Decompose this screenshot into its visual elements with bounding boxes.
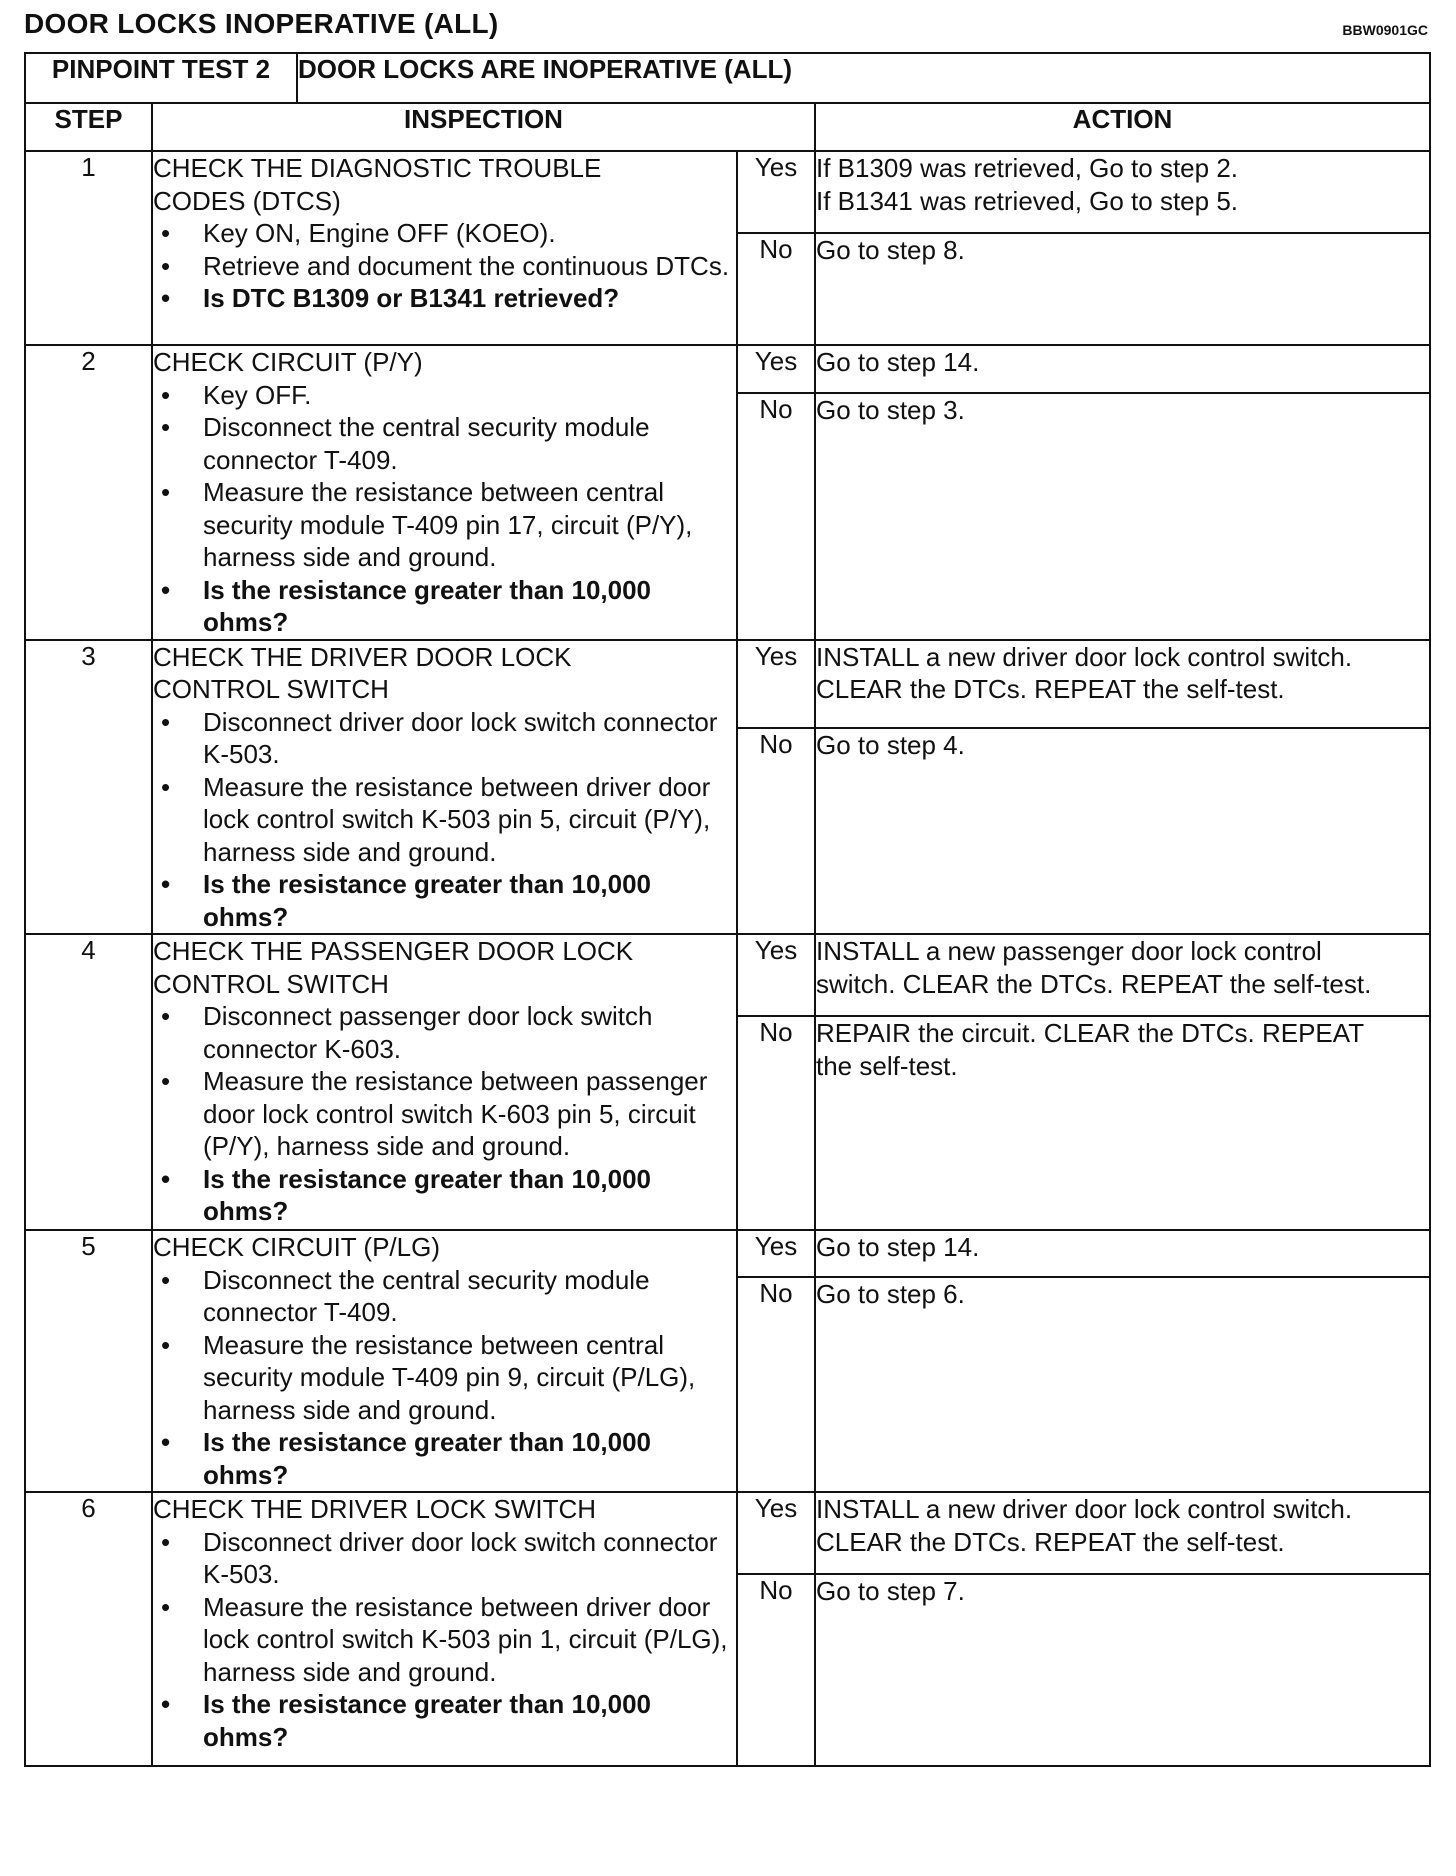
no-label: No — [737, 393, 815, 640]
page-title: DOOR LOCKS INOPERATIVE (ALL) — [24, 8, 499, 39]
inspection-heading-line: CHECK THE DRIVER DOOR LOCK — [153, 641, 572, 672]
yes-action-line: INSTALL a new driver door lock control switch. — [816, 641, 1353, 672]
inspection-heading-line: CODES (DTCS) — [153, 185, 341, 216]
yes-action — [815, 1230, 1430, 1277]
inspection-step: • Disconnect passenger door lock switch connector K-603. — [153, 1000, 736, 1065]
yes-action — [815, 151, 1430, 233]
header-step: STEP — [25, 103, 152, 151]
no-action-line: the self-test. — [816, 1050, 958, 1081]
inspection-bullets — [153, 706, 736, 934]
inspection-step: • Measure the resistance between central security module T-409 pin 9, circuit (P/LG), harness side and ground. — [153, 1329, 736, 1427]
step-row — [25, 1492, 1430, 1574]
pinpoint-label: PINPOINT TEST 2 — [25, 53, 297, 103]
inspection-bullets — [153, 379, 736, 639]
inspection-cell — [152, 640, 737, 935]
inspection-question: • Is the resistance greater than 10,000 ohms? — [153, 868, 736, 933]
inspection-step: • Measure the resistance between driver door lock control switch K-503 pin 5, circuit (P/Y), harness side and ground. — [153, 771, 736, 869]
inspection-step: • Disconnect the central security module connector T-409. — [153, 411, 736, 476]
inspection-step: • Key ON, Engine OFF (KOEO). — [153, 217, 736, 250]
yes-action-line: Go to step 14. — [816, 347, 980, 377]
pinpoint-header-row — [25, 53, 1430, 103]
inspection-heading-line: CHECK CIRCUIT (P/Y) — [153, 347, 423, 377]
yes-action — [815, 640, 1430, 728]
step-number: 4 — [25, 934, 152, 1230]
inspection-step: • Measure the resistance between passenger door lock control switch K-603 pin 5, circuit (P/Y), harness side and ground. — [153, 1065, 736, 1163]
yes-label: Yes — [737, 345, 815, 393]
no-label: No — [737, 1277, 815, 1492]
inspection-question: • Is the resistance greater than 10,000 ohms? — [153, 1163, 736, 1228]
yes-action — [815, 345, 1430, 393]
pinpoint-title: DOOR LOCKS ARE INOPERATIVE (ALL) — [297, 53, 1430, 103]
column-header-row — [25, 103, 1430, 151]
inspection-bullets — [153, 1526, 736, 1754]
inspection-bullets — [153, 1000, 736, 1228]
inspection-bullets — [153, 1264, 736, 1492]
no-action-line: Go to step 6. — [816, 1279, 965, 1310]
no-label: No — [737, 233, 815, 345]
yes-label: Yes — [737, 1492, 815, 1574]
step-number: 2 — [25, 345, 152, 640]
header-inspection: INSPECTION — [152, 103, 815, 151]
no-action-line: Go to step 4. — [816, 729, 965, 760]
inspection-question: • Is the resistance greater than 10,000 ohms? — [153, 1426, 736, 1491]
inspection-cell — [152, 345, 737, 640]
header-action: ACTION — [815, 103, 1430, 151]
no-action-line: Go to step 8. — [816, 235, 965, 265]
inspection-heading-line: CHECK THE DIAGNOSTIC TROUBLE — [153, 153, 602, 183]
figure-code: BBW0901GC — [1342, 22, 1428, 38]
yes-action-line: INSTALL a new passenger door lock control — [816, 936, 1322, 966]
step-row — [25, 151, 1430, 233]
inspection-heading-line: CONTROL SWITCH — [153, 968, 389, 999]
step-row — [25, 345, 1430, 393]
inspection-cell — [152, 934, 737, 1230]
yes-action — [815, 1492, 1430, 1574]
inspection-step: • Measure the resistance between central security module T-409 pin 17, circuit (P/Y), harness side and ground. — [153, 476, 736, 574]
inspection-heading-line: CHECK THE PASSENGER DOOR LOCK — [153, 936, 634, 966]
inspection-step: • Retrieve and document the continuous DTCs. — [153, 250, 736, 283]
step-row — [25, 640, 1430, 728]
inspection-step: • Disconnect driver door lock switch connector K-503. — [153, 706, 736, 771]
inspection-cell — [152, 151, 737, 345]
inspection-cell — [152, 1230, 737, 1492]
inspection-step: • Disconnect the central security module connector T-409. — [153, 1264, 736, 1329]
inspection-step: • Key OFF. — [153, 379, 736, 412]
inspection-question: • Is DTC B1309 or B1341 retrieved? — [153, 282, 736, 315]
no-action — [815, 233, 1430, 345]
yes-action-line: If B1341 was retrieved, Go to step 5. — [816, 185, 1239, 216]
yes-action-line: If B1309 was retrieved, Go to step 2. — [816, 153, 1239, 183]
document-header — [24, 8, 1428, 48]
no-label: No — [737, 1016, 815, 1230]
no-action — [815, 1574, 1430, 1766]
no-action-line: REPAIR the circuit. CLEAR the DTCs. REPEAT — [816, 1018, 1365, 1048]
step-number: 3 — [25, 640, 152, 935]
step-row — [25, 934, 1430, 1016]
step-row — [25, 1230, 1430, 1277]
inspection-bullets — [153, 217, 736, 315]
no-action-line: Go to step 7. — [816, 1576, 965, 1606]
step-number: 1 — [25, 151, 152, 345]
inspection-question: • Is the resistance greater than 10,000 ohms? — [153, 1688, 736, 1753]
yes-label: Yes — [737, 151, 815, 233]
inspection-step: • Disconnect driver door lock switch connector K-503. — [153, 1526, 736, 1591]
yes-action — [815, 934, 1430, 1016]
inspection-question: • Is the resistance greater than 10,000 ohms? — [153, 574, 736, 639]
inspection-heading-line: CHECK CIRCUIT (P/LG) — [153, 1232, 440, 1262]
no-label: No — [737, 1574, 815, 1766]
steps-body — [25, 151, 1430, 1766]
yes-label: Yes — [737, 1230, 815, 1277]
yes-label: Yes — [737, 934, 815, 1016]
yes-action-line: Go to step 14. — [816, 1232, 980, 1262]
inspection-cell — [152, 1492, 737, 1766]
no-action-line: Go to step 3. — [816, 394, 965, 425]
yes-action-line: switch. CLEAR the DTCs. REPEAT the self-test. — [816, 968, 1372, 999]
no-action — [815, 1277, 1430, 1492]
no-action — [815, 393, 1430, 640]
yes-label: Yes — [737, 640, 815, 728]
inspection-heading-line: CONTROL SWITCH — [153, 674, 389, 704]
no-action — [815, 1016, 1430, 1230]
pinpoint-test-table — [24, 52, 1431, 1767]
no-label: No — [737, 728, 815, 934]
step-number: 6 — [25, 1492, 152, 1766]
no-action — [815, 728, 1430, 934]
inspection-step: • Measure the resistance between driver door lock control switch K-503 pin 1, circuit (P/LG), harness side and ground. — [153, 1591, 736, 1689]
yes-action-line: INSTALL a new driver door lock control switch. — [816, 1494, 1353, 1524]
yes-action-line: CLEAR the DTCs. REPEAT the self-test. — [816, 674, 1285, 704]
inspection-heading-line: CHECK THE DRIVER LOCK SWITCH — [153, 1494, 597, 1524]
yes-action-line: CLEAR the DTCs. REPEAT the self-test. — [816, 1526, 1285, 1557]
step-number: 5 — [25, 1230, 152, 1492]
